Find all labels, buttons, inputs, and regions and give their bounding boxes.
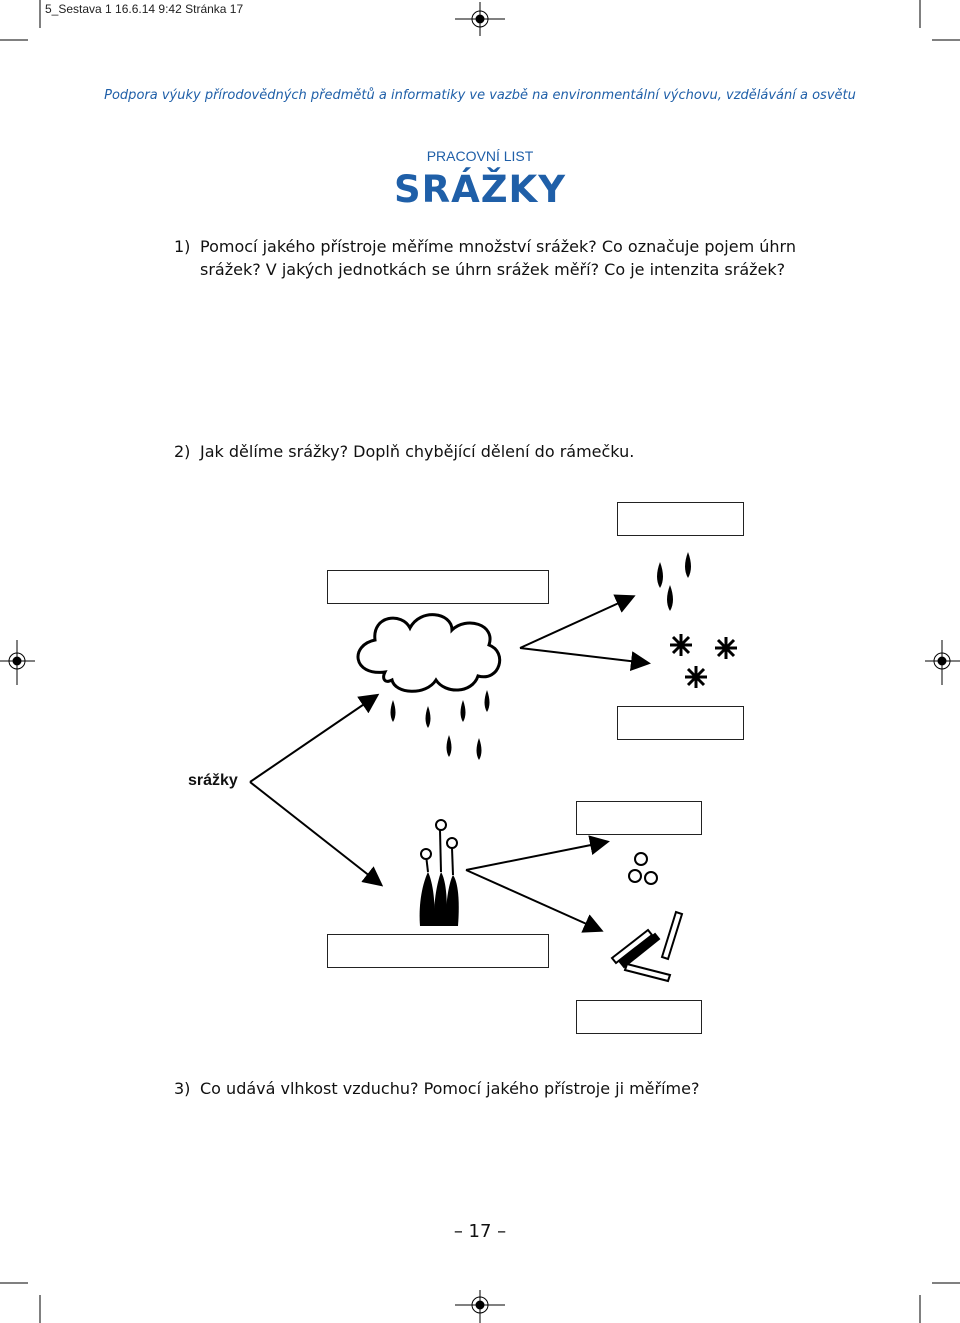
diagram-root-label: srážky: [188, 772, 238, 789]
arrow-to-snow: [520, 648, 647, 663]
question-text: Jak dělíme srážky? Doplň chybějící dělení do rámečku.: [200, 442, 635, 461]
page-number: – 17 –: [453, 1221, 507, 1242]
grass-dew-icon: [420, 820, 459, 926]
raindrops-icon: [391, 690, 490, 760]
project-header: Podpora výuky přírodovědných předmětů a informatiky ve vazbě na environmentální výchovu, vzdělávání a osvětu: [104, 88, 856, 103]
question-number: 1): [174, 237, 191, 256]
question-text-line2: srážek? V jakých jednotkách se úhrn srážek měří? Co je intenzita srážek?: [200, 260, 786, 279]
question-3: [174, 1077, 854, 1100]
arrow-to-hail: [466, 842, 606, 870]
cloud-icon: [358, 615, 500, 692]
question-text: Co udává vlhkost vzduchu? Pomocí jakého přístroje ji měříme?: [200, 1079, 700, 1098]
worksheet-title: SRÁŽKY: [393, 168, 567, 211]
worksheet-kicker: PRACOVNÍ LIST: [426, 148, 534, 164]
snowflakes-icon: [670, 634, 737, 688]
hail-icon: [629, 853, 657, 884]
arrow-to-vertical: [250, 696, 376, 782]
question-number: 2): [174, 442, 191, 461]
rime-icon: [612, 912, 682, 981]
rain-drops-icon: [657, 552, 691, 611]
question-text-line1: Pomocí jakého přístroje měříme množství srážek? Co označuje pojem úhrn: [200, 237, 796, 256]
question-number: 3): [174, 1079, 191, 1098]
arrow-to-rime: [466, 870, 600, 930]
arrow-to-horizontal: [250, 782, 380, 884]
arrow-to-rain: [520, 597, 632, 648]
print-slug: 5_Sestava 1 16.6.14 9:42 Stránka 17: [45, 2, 244, 16]
